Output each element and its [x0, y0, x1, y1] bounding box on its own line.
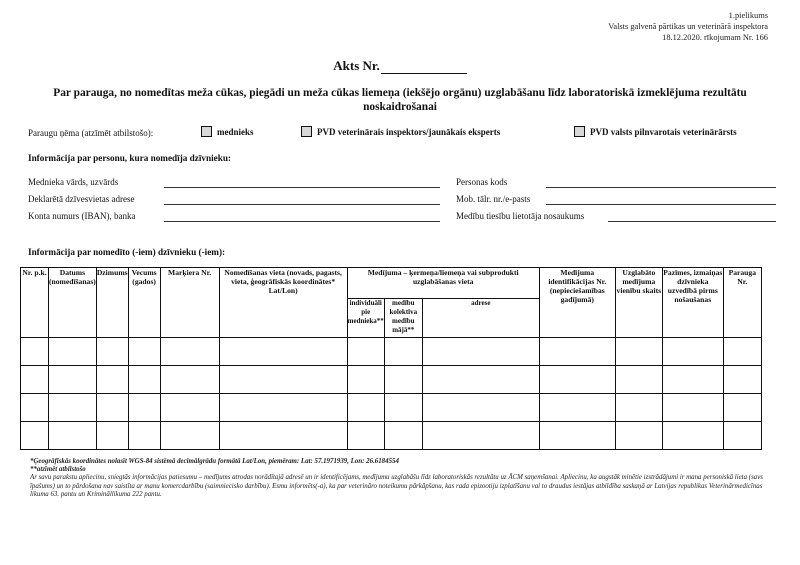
header-storage-individual: individuāli pie mednieka**: [347, 299, 384, 338]
sample-taker-row: [28, 126, 773, 140]
hunter-name-label: Mednieka vārds, uzvārds: [28, 177, 119, 187]
header-sign: Pazīmes, izmaiņas dzīvnieka uzvedībā pirms nošaušanas: [662, 268, 723, 338]
option-vet[interactable]: PVD valsts pilnvarotais veterinārārsts: [574, 126, 737, 137]
rights-user-label: Medību tiesību lietotāja nosaukums: [456, 211, 585, 221]
annex-order: 18.12.2020. rīkojumam Nr. 166: [662, 33, 768, 42]
header-game-id: Medījuma identifikācijas Nr. (nepieciešamības gadījumā): [539, 268, 615, 338]
header-date: Datums (nomedīšanas): [49, 268, 97, 338]
address-label: Deklarētā dzīvesvietas adrese: [28, 194, 135, 204]
header-nr: Nr. p.k.: [21, 268, 49, 338]
sample-taker-label: Paraugu ņēma (atzīmēt atbilstošo):: [28, 128, 154, 138]
annex-number: 1.pielikums: [728, 11, 768, 20]
hunter-name-input[interactable]: [164, 187, 440, 188]
option-inspector[interactable]: PVD veterinārais inspektors/jaunākais eksperts: [301, 126, 500, 137]
act-label: Akts Nr.: [333, 58, 380, 73]
header-storage-collective: medību kolektīva medību mājā**: [384, 299, 422, 338]
checkbox-hunter[interactable]: [201, 126, 212, 137]
personal-code-label: Personas kods: [456, 177, 508, 187]
phone-input[interactable]: [546, 204, 776, 205]
document-title: Par parauga, no nomedītas meža cūkas, piegādi un meža cūkas liemeņa (iekšējo orgānu) uzglabāšanu līdz laboratoriskā izmeklējuma rezultātu noskaidrošanai: [53, 87, 747, 113]
account-label: Konta numurs (IBAN), banka: [28, 211, 136, 221]
table-row[interactable]: [21, 394, 762, 422]
animal-section-title: Informācija par nomedīto (-iem) dzīvnieku (-iem):: [28, 247, 226, 257]
act-number: [0, 58, 800, 74]
declaration-text: Ar savu parakstu apliecinu, sniegtās informācijas patiesumu – medījums atrodas norādītajā adresē un ir identificējams, medījumu uzglabāšu līdz laboratoriskās rezultātu uz ĀCM saņemšanai. Apliecinu, ka augstāk minētie izstrādājumi ir mana personiskā lieta (savs īpašums) un to pārdošana nav saistīta ar manu komercdarbību (saimniecisko darbību). Esmu informēts(-a), ka par veterināro noteikumu pārkāpšanu, kas rada epizootiju izplatīšanu vai to draudus iestājas atbildība saskaņā ar Latvijas republikas Veterinārmedicīnas likuma 63. pantu un Krimināllikuma 222 pantu.: [30, 474, 763, 498]
rights-user-input[interactable]: [608, 221, 776, 222]
person-section-title: Informācija par personu, kura nomedīja dzīvnieku:: [28, 153, 231, 163]
checkbox-inspector[interactable]: [301, 126, 312, 137]
header-units: Uzglabāto medījuma vienību skaits: [615, 268, 662, 338]
account-input[interactable]: [164, 221, 440, 222]
option-hunter[interactable]: mednieks: [201, 126, 254, 137]
header-place: Nomedīšanas vieta (novads, pagasts, vieta, ģeogrāfiskās koordinātes* Lat/Lon): [219, 268, 347, 338]
header-sample-nr: Parauga Nr.: [723, 268, 761, 338]
header-sex: Dzimums: [96, 268, 128, 338]
header-storage: Medījuma – ķermeņa/liemeņa vai subprodukti uzglabāšanas vieta: [347, 268, 539, 299]
coord-note: *Ģeogrāfiskās koordinātes nolasīt WGS-84 sistēmā decimālgrādu formātā Lat/Lon, piemēram: Lat: 57.1971939, Lon: 26.6184554: [30, 458, 399, 465]
footnotes: [30, 458, 775, 499]
checkbox-vet[interactable]: [574, 126, 585, 137]
table-row[interactable]: [21, 366, 762, 394]
annex-org: Valsts galvenā pārtikas un veterinārā inspektora: [608, 22, 768, 31]
phone-label: Mob. tālr. nr./e-pasts: [456, 194, 531, 204]
address-input[interactable]: [164, 204, 440, 205]
act-number-field[interactable]: [381, 61, 467, 74]
annex-header: [608, 10, 768, 43]
header-age: Vecums (gados): [128, 268, 160, 338]
header-mark: Marķiera Nr.: [160, 268, 219, 338]
table-header-row: [21, 268, 762, 299]
table-row[interactable]: [21, 422, 762, 450]
table-row[interactable]: [21, 338, 762, 366]
personal-code-input[interactable]: [546, 187, 776, 188]
animal-table: [20, 267, 762, 450]
header-storage-address: adrese: [422, 299, 539, 338]
mark-note: **atzīmēt atbilstošo: [30, 466, 86, 474]
